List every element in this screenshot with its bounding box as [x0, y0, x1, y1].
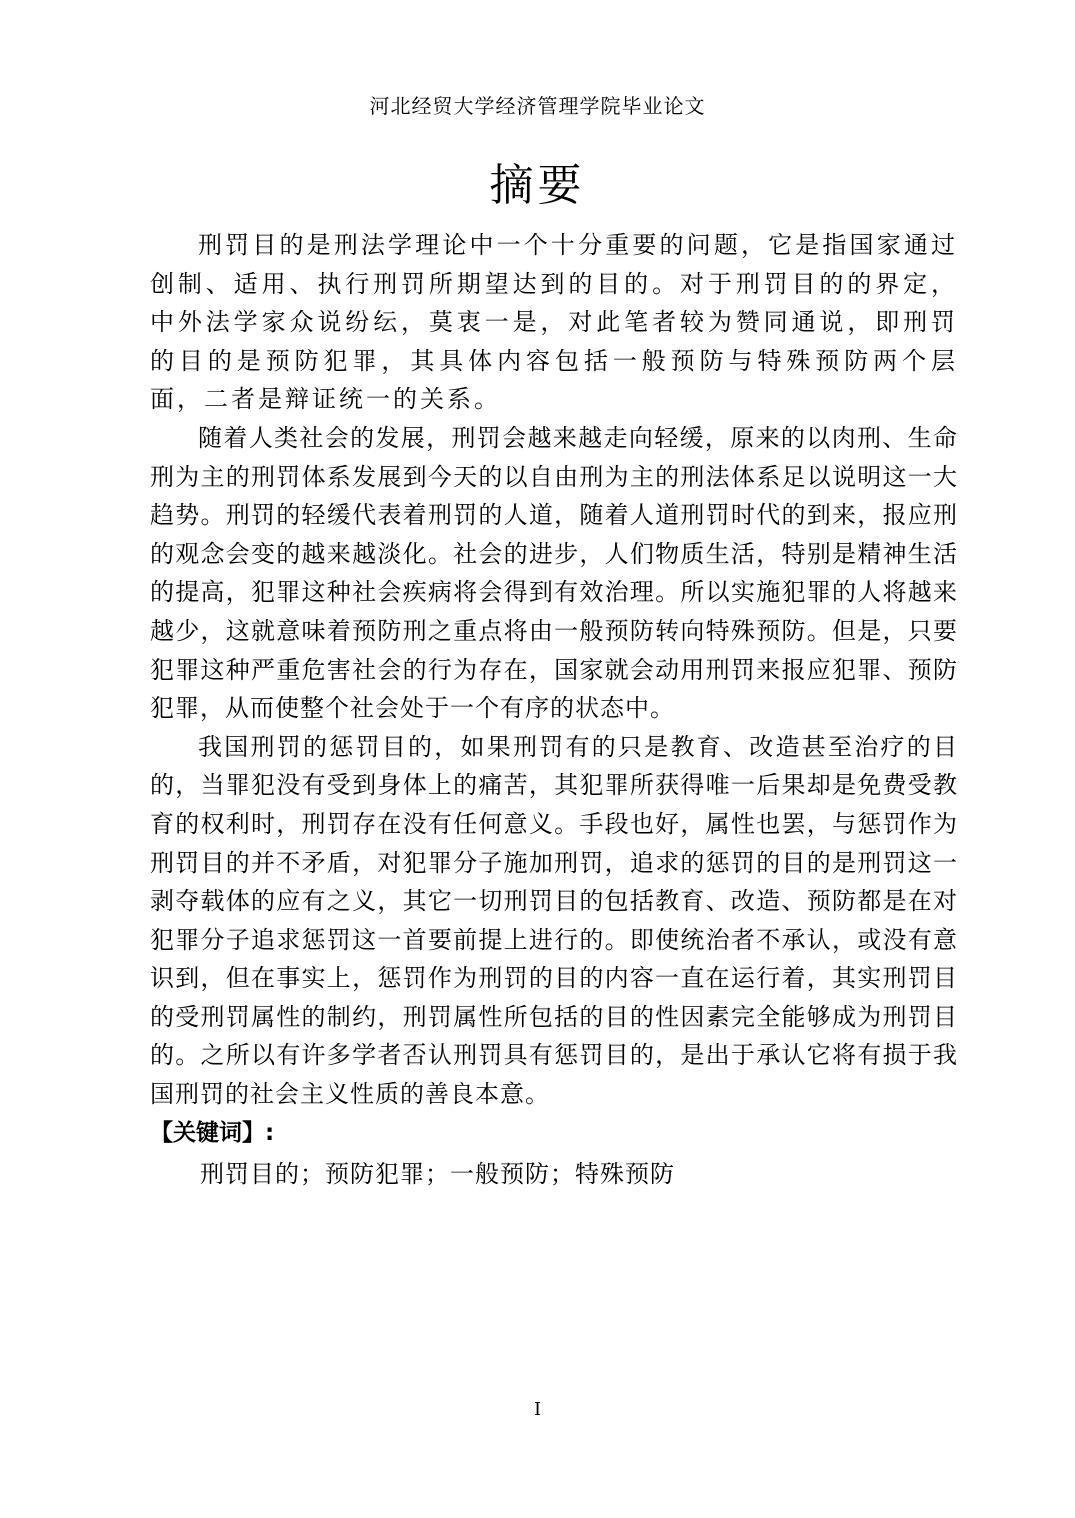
running-header: 河北经贸大学经济管理学院毕业论文	[369, 94, 706, 118]
abstract-paragraph-1: 刑罚目的是刑法学理论中一个十分重要的问题，它是指国家通过创制、适用、执行刑罚所期望达到的目的。对于刑罚目的的界定，中外法学家众说纷纭，莫衷一是，对此笔者较为赞同通说，即刑罚的目的是预防犯罪，其具体内容包括一般预防与特殊预防两个层面，二者是辩证统一的关系。	[150, 231, 958, 414]
page-title: 摘要	[489, 160, 586, 211]
keywords-label: 【关键词】:	[150, 1119, 275, 1146]
page-number: I	[533, 1399, 542, 1420]
abstract-body	[150, 226, 958, 1196]
abstract-paragraph-2: 随着人类社会的发展，刑罚会越来越走向轻缓，原来的以肉刑、生命刑为主的刑罚体系发展到今天的以自由刑为主的刑法体系足以说明这一大趋势。刑罚的轻缓代表着刑罚的人道，随着人道刑罚时代的到来，报应刑的观念会变的越来越淡化。社会的进步，人们物质生活，特别是精神生活的提高，犯罪这种社会疾病将会得到有效治理。所以实施犯罪的人将越来越少，这就意味着预防刑之重点将由一般预防转向特殊预防。但是，只要犯罪这种严重危害社会的行为存在，国家就会动用刑罚来报应犯罪、预防犯罪，从而使整个社会处于一个有序的状态中。	[150, 423, 958, 723]
abstract-paragraph-3: 我国刑罚的惩罚目的，如果刑罚有的只是教育、改造甚至治疗的目的，当罪犯没有受到身体上的痛苦，其犯罪所获得唯一后果却是免费受教育的权利时，刑罚存在没有任何意义。手段也好，属性也罢，与惩罚作为刑罚目的并不矛盾，对犯罪分子施加刑罚，追求的惩罚的目的是刑罚这一剥夺载体的应有之义，其它一切刑罚目的包括教育、改造、预防都是在对犯罪分子追求惩罚这一首要前提上进行的。即使统治者不承认，或没有意识到，但在事实上，惩罚作为刑罚的目的内容一直在运行着，其实刑罚目的受刑罚属性的制约，刑罚属性所包括的目的性因素完全能够成为刑罚目的。之所以有许多学者否认刑罚具有惩罚目的，是出于承认它将有损于我国刑罚的社会主义性质的善良本意。	[150, 732, 958, 1109]
keywords-list: 刑罚目的；预防犯罪；一般预防；特殊预防	[200, 1159, 675, 1188]
